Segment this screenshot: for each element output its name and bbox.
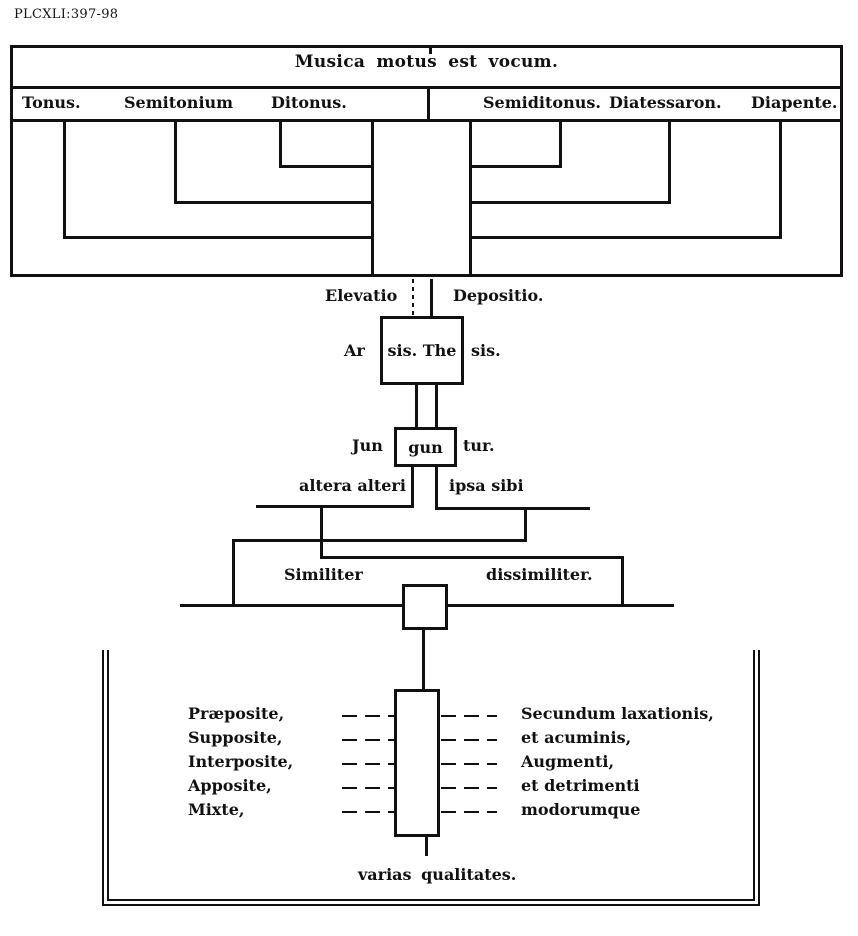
rule-under-terms — [10, 119, 843, 122]
semitonium-drop-line — [174, 122, 177, 204]
relation-right-drop-line — [435, 467, 438, 509]
term-diapente: Diapente. — [751, 93, 838, 112]
box-to-caption-line — [425, 837, 428, 856]
mode-mixte: Mixte, — [188, 800, 245, 819]
mode-apposite: Apposite, — [188, 776, 272, 795]
top-diagram-frame — [10, 45, 843, 277]
mode-dash-left-4 — [342, 787, 394, 789]
arsis-thesis-box-text: sis. The — [387, 341, 457, 360]
mode-dash-right-1 — [441, 715, 497, 717]
similarity-junction-box — [402, 584, 448, 630]
quality-detrimenti: et detrimenti — [521, 776, 640, 795]
arsis-thesis-box — [380, 316, 464, 385]
term-tonus: Tonus. — [22, 93, 81, 112]
relation-left-descender-line — [320, 505, 323, 558]
relation-left-drop-line — [411, 467, 414, 507]
ditonus-connector-line — [279, 165, 374, 168]
diagram-title: Musica motus est vocum. — [294, 52, 559, 72]
term-ditonus: Ditonus. — [271, 93, 347, 112]
mode-dash-right-4 — [441, 787, 497, 789]
label-altera-alteri: altera alteri — [299, 476, 406, 495]
mode-dash-left-2 — [342, 739, 394, 741]
quality-modorumque: modorumque — [521, 800, 641, 819]
junguntur-box — [394, 427, 457, 467]
mode-dash-left-5 — [342, 811, 394, 813]
diapente-drop-line — [779, 122, 782, 239]
tonus-drop-line — [63, 122, 66, 239]
quality-laxationis: Secundum laxationis, — [521, 704, 714, 723]
diatessaron-drop-line — [668, 122, 671, 204]
cross-right-end-line — [621, 556, 624, 606]
footer-caption: varias qualitates. — [358, 865, 517, 884]
mode-dash-right-5 — [441, 811, 497, 813]
diatessaron-connector-line — [469, 201, 671, 204]
ditonus-drop-line — [279, 122, 282, 168]
label-ar-prefix: Ar — [344, 341, 365, 360]
cross-left-end-line — [232, 539, 235, 605]
term-semitonium: Semitonium — [124, 93, 234, 112]
right-collector-line — [469, 122, 472, 274]
semitonium-connector-line — [174, 201, 374, 204]
elevatio-dashed-line — [412, 279, 414, 316]
mode-supposite: Supposite, — [188, 728, 283, 747]
term-diatessaron: Diatessaron. — [609, 93, 722, 112]
label-sis-suffix: sis. — [471, 341, 501, 360]
label-jun-prefix: Jun — [352, 436, 383, 455]
mode-dash-right-3 — [441, 763, 497, 765]
semiditonus-drop-line — [559, 122, 562, 168]
relation-right-descender-line — [524, 507, 527, 541]
quality-augmenti: Augmenti, — [521, 752, 615, 771]
cross-lower-bar-line — [320, 556, 624, 559]
label-dissimiliter: dissimiliter. — [486, 565, 593, 584]
diapente-connector-line — [469, 236, 782, 239]
label-ipsa-sibi: ipsa sibi — [449, 476, 524, 495]
modes-central-box — [394, 689, 440, 837]
arsis-jun-link-right-line — [435, 385, 438, 427]
terms-divider-line — [427, 89, 430, 119]
label-similiter: Similiter — [284, 565, 363, 584]
mode-praeposite: Præposite, — [188, 704, 285, 723]
depositio-solid-line — [430, 279, 433, 316]
label-tur-suffix: tur. — [463, 436, 495, 455]
arsis-jun-link-left-line — [415, 385, 418, 427]
relation-right-bar-line — [435, 507, 590, 510]
cross-upper-bar-line — [232, 539, 527, 542]
junguntur-box-text: gun — [408, 437, 443, 457]
page-reference-label: PLCXLI:397-98 — [14, 7, 119, 22]
quality-acuminis: et acuminis, — [521, 728, 632, 747]
relation-left-bar-line — [256, 505, 414, 508]
mode-dash-left-1 — [342, 715, 394, 717]
term-semiditonus: Semiditonus. — [483, 93, 601, 112]
mode-interposite: Interposite, — [188, 752, 294, 771]
semiditonus-connector-line — [469, 165, 562, 168]
left-collector-line — [371, 122, 374, 274]
label-depositio: Depositio. — [453, 286, 544, 305]
mode-dash-left-3 — [342, 763, 394, 765]
label-elevatio: Elevatio — [325, 286, 398, 305]
tonus-connector-line — [63, 236, 374, 239]
mode-dash-right-2 — [441, 739, 497, 741]
